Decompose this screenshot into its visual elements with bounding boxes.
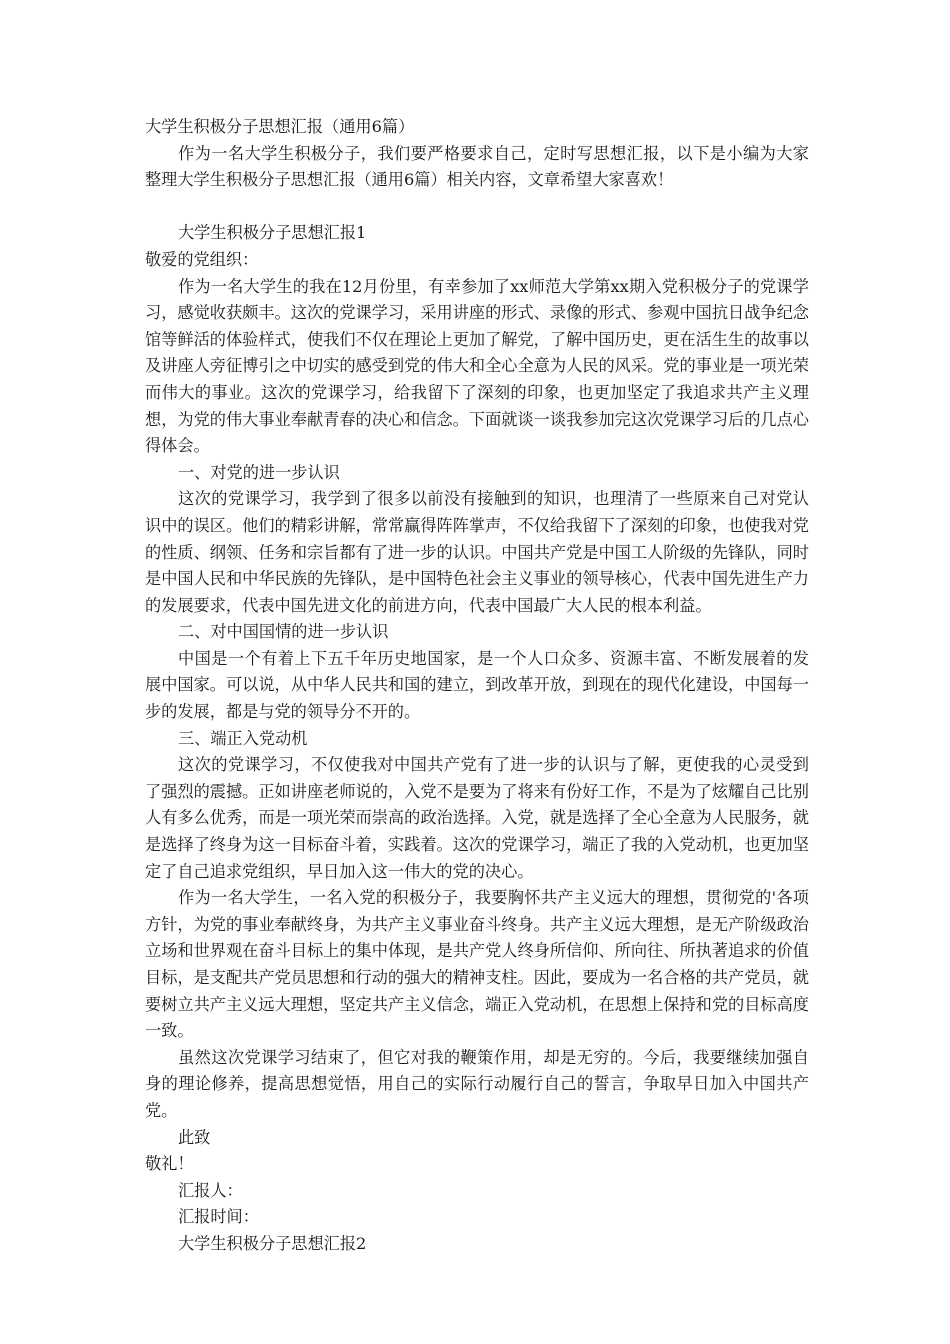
- reporter-line: 汇报人：: [178, 1180, 243, 1200]
- report-time-line: 汇报时间：: [178, 1207, 259, 1227]
- blank-line: [145, 194, 809, 221]
- subheading: 二、对中国国情的进一步认识: [178, 622, 389, 642]
- intro-paragraph: 作为一名大学生积极分子，我们要严格要求自己，定时写思想汇报，以下是小编为大家整理大学生积极分子思想汇报（通用6篇）相关内容，文章希望大家喜欢！: [145, 143, 809, 190]
- document-body: [145, 114, 809, 1258]
- subheading: 三、端正入党动机: [178, 728, 308, 748]
- subheading: 一、对党的进一步认识: [178, 462, 340, 482]
- salutation: 敬爱的党组织：: [145, 249, 259, 269]
- body-paragraph: 中国是一个有着上下五千年历史地国家，是一个人口众多、资源丰富、不断发展着的发展中国家。可以说，从中华人民共和国的建立，到改革开放，到现在的现代化建设，中国每一步的发展，都是与党的领导分不开的。: [145, 648, 809, 722]
- body-paragraph: 虽然这次党课学习结束了，但它对我的鞭策作用，却是无穷的。今后，我要继续加强自身的理论修养，提高思想觉悟，用自己的实际行动履行自己的誓言，争取早日加入中国共产党。: [145, 1047, 809, 1120]
- body-paragraph: 作为一名大学生的我在12月份里，有幸参加了xx师范大学第xx期入党积极分子的党课学习，感觉收获颇丰。这次的党课学习，采用讲座的形式、录像的形式、参观中国抗日战争纪念馆等鲜活的体验样式，使我们不仅在理论上更加了解党，了解中国历史，更在活生生的故事以及讲座人旁征博引之中切实的感受到党的伟大和全心全意为人民的风采。党的事业是一项光荣而伟大的事业。这次的党课学习，给我留下了深刻的印象，也更加坚定了我追求共产主义理想，为党的伟大事业奉献青春的决心和信念。下面就谈一谈我参加完这次党课学习后的几点心得体会。: [145, 276, 809, 456]
- closing-line: 此致: [178, 1127, 211, 1147]
- section-title: 大学生积极分子思想汇报1: [178, 223, 367, 243]
- section-title: 大学生积极分子思想汇报2: [178, 1233, 367, 1253]
- body-paragraph: 这次的党课学习，我学到了很多以前没有接触到的知识，也理清了一些原来自己对党认识中的误区。他们的精彩讲解，常常赢得阵阵掌声，不仅给我留下了深刻的印象，也使我对党的性质、纲领、任务和宗旨都有了进一步的认识。中国共产党是中国工人阶级的先锋队，同时是中国人民和中华民族的先锋队，是中国特色社会主义事业的领导核心，代表中国先进生产力的发展要求，代表中国先进文化的前进方向，代表中国最广大人民的根本利益。: [145, 489, 809, 615]
- document-title: 大学生积极分子思想汇报（通用6篇）: [145, 117, 415, 136]
- body-paragraph: 这次的党课学习，不仅使我对中国共产党有了进一步的认识与了解，更使我的心灵受到了强烈的震撼。正如讲座老师说的，入党不是要为了将来有份好工作，不是为了炫耀自己比别人有多么优秀，而是一项光荣而崇高的政治选择。入党，就是选择了全心全意为人民服务，就是选择了终身为这一目标奋斗着，实践着。这次的党课学习，端正了我的入党动机，也更加坚定了自己追求党组织，早日加入这一伟大的党的决心。: [145, 755, 809, 881]
- closing-salute: 敬礼！: [145, 1154, 194, 1174]
- body-paragraph: 作为一名大学生，一名入党的积极分子，我要胸怀共产主义远大的理想，贯彻党的'各项方针，为党的事业奉献终身，为共产主义事业奋斗终身。共产主义远大理想，是无产阶级政治立场和世界观在奋斗目标上的集中体现，是共产党人终身所信仰、所向往、所执著追求的价值目标，是支配共产党员思想和行动的强大的精神支柱。因此，要成为一名合格的共产党员，就要树立共产主义远大理想，坚定共产主义信念，端正入党动机，在思想上保持和党的目标高度一致。: [145, 888, 809, 1041]
